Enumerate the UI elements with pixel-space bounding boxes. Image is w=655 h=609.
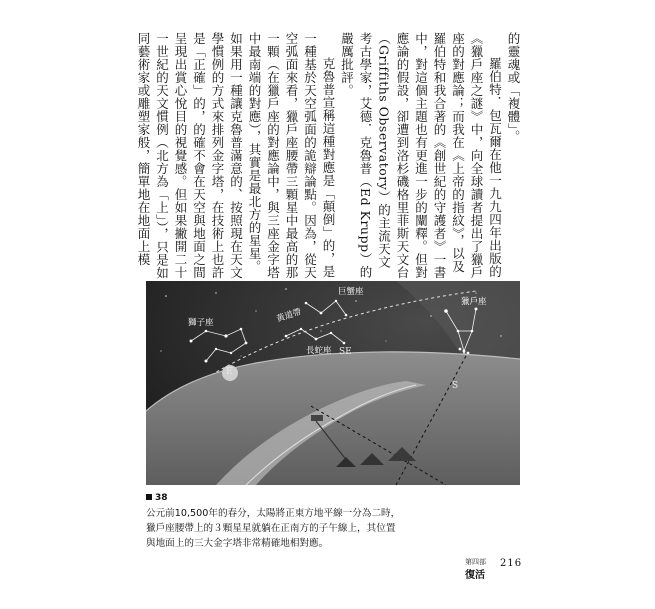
mark-southeast: SE xyxy=(339,347,352,357)
sky-ground-illustration xyxy=(146,281,520,485)
footer-title: 復活 xyxy=(465,570,485,581)
sphinx xyxy=(311,415,323,421)
label-cancer: 巨蟹座 xyxy=(338,287,364,297)
paragraph: 的靈魂或「複體」。 xyxy=(506,32,521,143)
label-orion: 獵戶座 xyxy=(461,297,487,307)
label-hydra: 長蛇座 xyxy=(306,346,332,356)
mark-south: S xyxy=(452,381,459,391)
label-ecliptic: 黃道帶 xyxy=(275,307,303,325)
paragraph: 羅伯特．包瓦爾在他一九九四年出版的《獵戶座之謎》中，向全球讀者提出了獵戶座的對應論；而我在《上帝的指紋》，以及羅伯特和我合著的《創世紀的守護者》一書中，對這個主題也有更進一步的闡釋。但對應論的假設，卻遭到洛杉磯格里菲斯天文台（Griffiths Observatory）的主流天文考古學家，艾德．克魯普（Ed Krupp）的嚴厲批評。 xyxy=(339,32,503,279)
caption-line: 公元前10,500年的春分，太陽將正東方地平線一分為二時， xyxy=(146,508,401,519)
figure-number xyxy=(146,493,168,503)
mark-east: E xyxy=(226,367,233,377)
caption-line: 獵戶座腰帶上的３顆星星就躺在正南方的子午線上，其位置 xyxy=(146,523,396,534)
figure-number-text: 38 xyxy=(155,493,168,503)
label-leo: 獅子座 xyxy=(188,318,214,328)
page-number: 216 xyxy=(500,558,523,569)
square-bullet-icon xyxy=(146,494,152,500)
body-text xyxy=(136,32,522,280)
figure-caption xyxy=(146,506,522,551)
caption-line: 與地面上的三大金字塔非常精確地相對應。 xyxy=(146,538,329,549)
figure-illustration xyxy=(146,281,520,485)
paragraph: 克魯普宣稱這種對應是「顛倒」的，是一種基於天空弧面的詭辯論點。因為，從天空弧面來看，獵戶座腰帶三顆星中最高的那一顆（在獵戶座的對應論中，與三座金字塔中最南端的對應），其實是最北方的星星。如果用一種讓克魯普滿意的、按照現在天文學慣例的方式來排列金字塔，在技術上也許是「正確」的，的確不會在天空與地面之間呈現出賞心悅目的視覺感。但如果撇開二十一世紀的天文慣例（北方為「上」），只是如同藝術家或雕塑家般，簡單地在地面上模 xyxy=(136,32,336,280)
footer-part: 第四部 xyxy=(465,558,486,566)
